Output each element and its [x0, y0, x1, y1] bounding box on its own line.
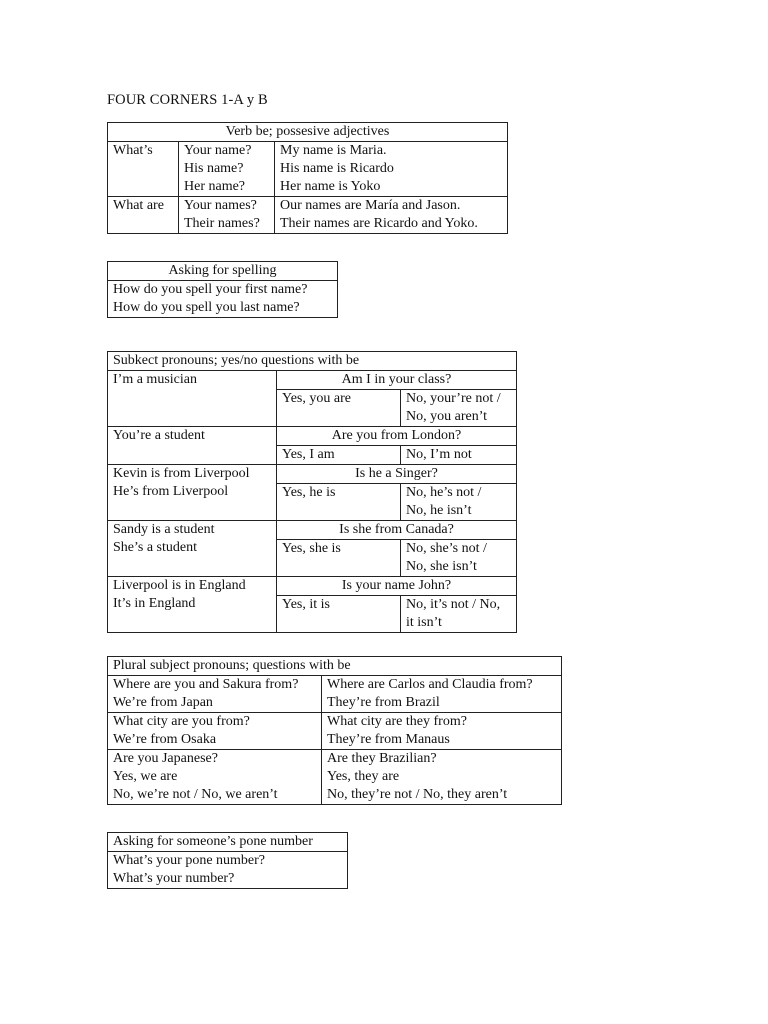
table-row: [108, 465, 517, 484]
table-row: [108, 521, 517, 540]
table-row: [108, 577, 517, 596]
answer-no-cell: No, she’s not / No, she isn’t: [401, 540, 517, 577]
table-cell: Your names? Their names?: [179, 197, 275, 234]
table-row: [108, 142, 508, 197]
spelling-table: [107, 261, 338, 318]
table-cell: What city are they from? They’re from Manaus: [322, 713, 562, 750]
answer-yes-cell: Yes, you are: [277, 390, 401, 427]
table-cell: How do you spell your first name? How do you spell you last name?: [108, 281, 338, 318]
table-header-row: [108, 657, 562, 676]
table-header-row: [108, 833, 348, 852]
table-header-row: [108, 123, 508, 142]
table-header: Asking for someone’s pone number: [108, 833, 348, 852]
table-cell: What’s: [108, 142, 179, 197]
table-cell: What are: [108, 197, 179, 234]
table-cell: Liverpool is in England It’s in England: [108, 577, 277, 633]
question-cell: Is he a Singer?: [277, 465, 517, 484]
table-row: [108, 676, 562, 713]
subject-pronouns-table: [107, 351, 517, 633]
table-row: [108, 713, 562, 750]
table-cell: I’m a musician: [108, 371, 277, 427]
table-header: Subkect pronouns; yes/no questions with be: [108, 352, 517, 371]
table-row: [108, 197, 508, 234]
table-cell: Sandy is a student She’s a student: [108, 521, 277, 577]
table-cell: Are they Brazilian? Yes, they are No, they’re not / No, they aren’t: [322, 750, 562, 805]
possessive-adjectives-table: [107, 122, 508, 234]
answer-yes-cell: Yes, it is: [277, 596, 401, 633]
table-cell: Where are Carlos and Claudia from? They’re from Brazil: [322, 676, 562, 713]
table-header-row: [108, 352, 517, 371]
table-row: [108, 371, 517, 390]
table-cell: Our names are María and Jason. Their names are Ricardo and Yoko.: [275, 197, 508, 234]
answer-no-cell: No, he’s not / No, he isn’t: [401, 484, 517, 521]
table-header: Asking for spelling: [108, 262, 338, 281]
plural-pronouns-table: [107, 656, 562, 805]
table-header: Verb be; possesive adjectives: [108, 123, 508, 142]
table-header: Plural subject pronouns; questions with be: [108, 657, 562, 676]
table-cell: My name is Maria. His name is Ricardo Her name is Yoko: [275, 142, 508, 197]
table-row: [108, 427, 517, 446]
question-cell: Is she from Canada?: [277, 521, 517, 540]
table-cell: You’re a student: [108, 427, 277, 465]
question-cell: Are you from London?: [277, 427, 517, 446]
table-row: [108, 750, 562, 805]
answer-no-cell: No, your’re not / No, you aren’t: [401, 390, 517, 427]
question-cell: Is your name John?: [277, 577, 517, 596]
document-title: FOUR CORNERS 1-A y B: [107, 92, 268, 108]
table-cell: What city are you from? We’re from Osaka: [108, 713, 322, 750]
table-header-row: [108, 262, 338, 281]
table-cell: Your name? His name? Her name?: [179, 142, 275, 197]
answer-yes-cell: Yes, I am: [277, 446, 401, 465]
table-cell: What’s your pone number? What’s your number?: [108, 852, 348, 889]
phone-number-table: [107, 832, 348, 889]
table-cell: Are you Japanese? Yes, we are No, we’re not / No, we aren’t: [108, 750, 322, 805]
table-row: [108, 852, 348, 889]
answer-no-cell: No, it’s not / No, it isn’t: [401, 596, 517, 633]
table-row: [108, 281, 338, 318]
answer-yes-cell: Yes, she is: [277, 540, 401, 577]
answer-yes-cell: Yes, he is: [277, 484, 401, 521]
answer-no-cell: No, I’m not: [401, 446, 517, 465]
table-cell: Where are you and Sakura from? We’re from Japan: [108, 676, 322, 713]
question-cell: Am I in your class?: [277, 371, 517, 390]
table-cell: Kevin is from Liverpool He’s from Liverpool: [108, 465, 277, 521]
